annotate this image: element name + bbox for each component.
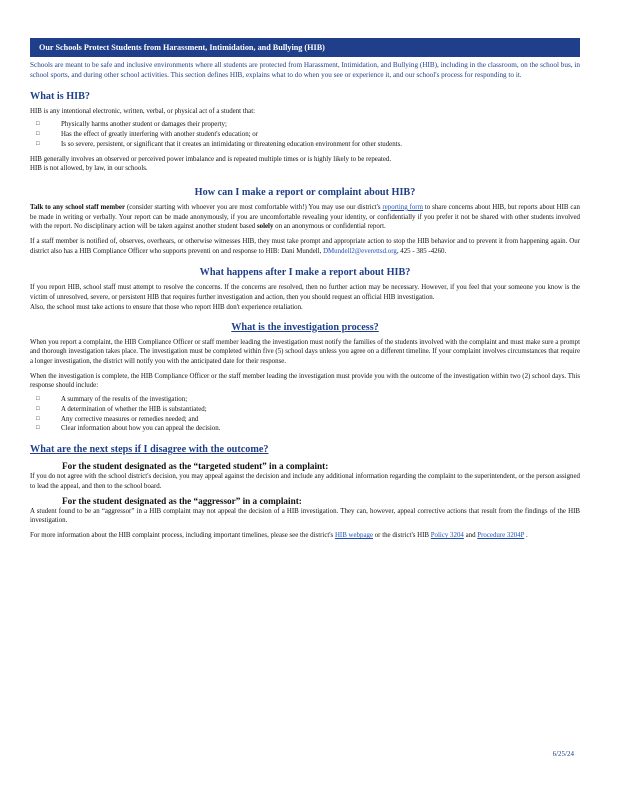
document-page	[30, 38, 580, 541]
more-info-text-b: or the district's HIB	[373, 532, 431, 540]
staff-paragraph	[30, 237, 580, 256]
report-text-a: (consider starting with whoever you are most comfortable with!) You may use our district's	[125, 203, 383, 211]
compliance-officer-email[interactable]: DMundell2@everettsd.org	[323, 247, 397, 255]
power-imbalance-paragraph: HIB generally involves an observed or perceived power imbalance and is repeated multiple times or is highly likely to be repeated.	[30, 155, 392, 163]
intro-paragraph: Schools are meant to be safe and inclusive environments where all students are protected from Harassment, Intimidation, and Bullying (HIB), including in the classroom, on the school bus, in school sports, and during other school activities. This section defines HIB, explains what to do when you see or experience it, and our school's process for responding to it.	[30, 61, 580, 80]
list-item: □ A determination of whether the HIB is substantiated;	[30, 405, 580, 415]
investigation-paragraph: When you report a complaint, the HIB Compliance Officer or staff member leading the investigation must notify the families of the students involved with the complaint and must make sure a prompt and thorough investigation takes place. The investigation must be completed within five (5) school days unless you agree on a different timeline. If your complaint involves circumstances that require a longer investigation, the district will notify you with the anticipated date for their response.	[30, 338, 580, 365]
list-item: □ A summary of the results of the investigation;	[30, 395, 580, 405]
list-item: □ Is so severe, persistent, or significant that it creates an intimidating or threatening education environment for other students.	[30, 140, 580, 150]
report-bold-lead: Talk to any school staff member	[30, 203, 126, 211]
report-bold-solely: solely	[256, 223, 274, 231]
reporting-form-link[interactable]: reporting form	[382, 203, 423, 211]
hib-definition-list	[30, 120, 580, 149]
aggressor-paragraph: A student found to be an “aggressor” in a HIB complaint may not appeal the decision of a HIB investigation. They can, however, appeal corrective actions that result from the findings of the HIB investigation.	[30, 507, 580, 525]
report-paragraph	[30, 203, 580, 232]
list-item: □ Clear information about how you can appeal the decision.	[30, 424, 580, 434]
staff-text: If a staff member is notified of, observes, overhears, or otherwise witnesses HIB, they must take prompt and appropriate action to stop the HIB behavior and to prevent it from happening again. Our district also has a HIB Compliance Officer who supports preventi on and response to HIB: Dani Mundell,	[30, 238, 580, 255]
more-info-text-a: For more information about the HIB complaint process, including important timelines, please see the district's	[30, 532, 335, 540]
section-heading-next-steps: What are the next steps if I disagree with the outcome?	[30, 444, 269, 456]
compliance-officer-phone: , 425 - 385 -4260.	[396, 247, 447, 255]
not-allowed-paragraph: HIB is not allowed, by law, in our schools.	[30, 165, 148, 173]
section-heading-report: How can I make a report or complaint about HIB?	[194, 186, 416, 198]
policy-link[interactable]: Policy 3204	[430, 532, 464, 540]
list-item: □ Has the effect of greatly interfering with another student's education; or	[30, 130, 580, 140]
targeted-student-heading: For the student designated as the “targeted student” in a complaint:	[62, 461, 329, 472]
section-heading-investigation: What is the investigation process?	[231, 321, 379, 333]
hib-banner	[30, 38, 580, 57]
after-report-paragraph: If you report HIB, school staff must attempt to resolve the concerns. If the concerns are resolved, then no further action may be necessary. However, if you feel that your someone you know is the victim of unresolved, severe, or persistent HIB that requires further investigation and action, then you should request an official HIB investigation.	[30, 284, 580, 302]
report-text-b: to share concerns about HIB, but reports about HIB can be made in writing or verbally. Your report can be made anonymously, if you are uncomfortable revealing your identity, or confidentially if you prefer it not be shared with other students involved with the report. No disciplinary action will be taken against another student based	[30, 203, 580, 231]
procedure-link[interactable]: Procedure 3204P	[477, 532, 525, 540]
list-item: □ Any corrective measures or remedies needed; and	[30, 415, 580, 425]
investigation-outcome-list	[30, 395, 580, 434]
more-info-text-c: and	[463, 532, 478, 540]
investigation-outcome-paragraph: When the investigation is complete, the HIB Compliance Officer or the staff member leading the investigation must provide you with the outcome of the investigation within two (2) school days. This response should include:	[30, 372, 580, 390]
hib-definition-lead: HIB is any intentional electronic, written, verbal, or physical act of a student that:	[30, 108, 256, 116]
report-text-c: on an anonymous or confidential report.	[273, 223, 386, 231]
list-item: □ Physically harms another student or damages their property;	[30, 120, 580, 130]
hib-webpage-link[interactable]: HIB webpage	[334, 532, 374, 540]
document-date: 6/25/24	[552, 750, 574, 758]
retaliation-paragraph: Also, the school must take actions to ensure that those who report HIB don't experience retaliation.	[30, 303, 303, 311]
section-heading-what-is-hib: What is HIB?	[30, 91, 91, 103]
more-info-text-d: .	[524, 532, 528, 540]
aggressor-heading: For the student designated as the “aggressor” in a complaint:	[62, 495, 302, 506]
banner-title: Our Schools Protect Students from Harassment, Intimidation, and Bullying (HIB)	[39, 43, 325, 52]
targeted-student-paragraph: If you do not agree with the school district's decision, you may appeal against the decision and include any additional information regarding the complaint to the superintendent, or the person assigned to lead the appeal, and then to the school board.	[30, 473, 580, 490]
section-heading-after-report: What happens after I make a report about HIB?	[199, 267, 411, 279]
more-info-paragraph	[30, 531, 580, 541]
